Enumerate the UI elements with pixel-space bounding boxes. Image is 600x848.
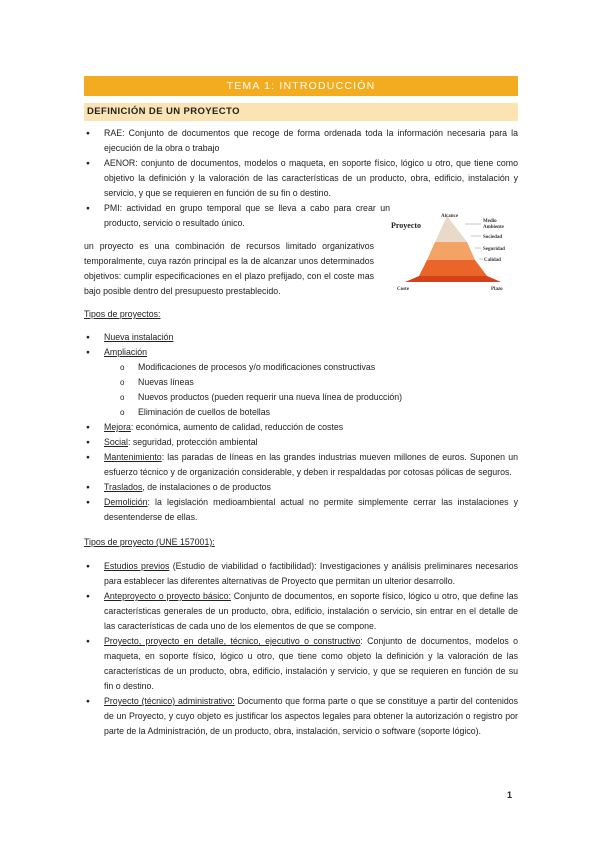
sub-item: o Nuevas líneas [84, 375, 518, 390]
chapter-title: TEMA 1: INTRODUCCIÓN [84, 76, 518, 96]
pyramid-medio: Medio [483, 219, 497, 224]
une-item [84, 589, 518, 634]
une-item [84, 694, 518, 739]
pyramid-low-layer [419, 260, 487, 276]
definition-rae: ● RAE: Conjunto de documentos que recoge de forma ordenada toda la información necesaria para la ejecución de la obra o trabajo [84, 126, 518, 156]
sub-item: o Nuevos productos (pueden requerir una nueva línea de producción) [84, 390, 518, 405]
tipo-label: Mantenimiento [104, 452, 162, 462]
pyramid-calidad: Calidad [484, 258, 501, 263]
une-label: Anteproyecto o proyecto básico: [104, 591, 231, 601]
definition-aenor: ● AENOR: conjunto de documentos, modelos o maqueta, en soporte físico, lógico u otro, que tiene como objetivo la definición y la valoración de las características de un producto, obra, edificio, instalación y servicio, y que se requieren en función de su fin o destino. [84, 156, 518, 201]
tipo-text: , de instalaciones o de productos [142, 482, 271, 492]
une-label: Estudios previos [104, 561, 170, 571]
definition-pmi: ● PMI: actividad en grupo temporal que se lleva a cabo para crear un producto, servicio o resultado único. [84, 201, 518, 231]
pyramid-graphic [391, 210, 521, 292]
une-heading: Tipos de proyecto (UNE 157001): [84, 537, 215, 547]
une-list [84, 559, 518, 739]
tipo-item [84, 480, 518, 495]
tipo-text: : la legislación medioambiental actual no permite simplemente cerrar las instalaciones y desentenderse de ellas. [104, 497, 518, 522]
une-text: (Estudio de viabilidad o factibilidad): Investigaciones y análisis preliminares necesarios para establecer las diferentes alternativas de Proyecto que permitan un ulterior desarrollo. [104, 561, 518, 586]
tipos-list [84, 330, 518, 360]
tipo-item [84, 495, 518, 525]
une-text: : Conjunto de documentos, modelos o maqueta, en soporte físico, lógico u otro, que tiene como objeto la definición y la valoración de las características de un producto, obra, edificio, instalación y servicio, y que se requieren en función de su fin o destino. [104, 636, 518, 691]
tipo-label: Traslados [104, 482, 143, 492]
une-item [84, 634, 518, 694]
pyramid-sociedad: Sociedad [483, 235, 503, 240]
page-number: 1 [507, 790, 513, 800]
sub-item: o Modificaciones de procesos y/o modificaciones constructivas [84, 360, 518, 375]
tipo-item [84, 330, 518, 345]
pyramid-top-layer [435, 216, 467, 242]
tipo-text: : seguridad, protección ambiental [127, 437, 258, 447]
tipo-label: Social [104, 437, 128, 447]
pyramid-plazo: Plazo [491, 287, 503, 292]
pyramid-base-layer [405, 276, 501, 282]
pyramid-title: Proyecto [391, 221, 422, 230]
tipo-label: Nueva instalación [104, 332, 174, 342]
une-text: Conjunto de documentos, en soporte físico, lógico u otro, que define las características generales de un producto, obra, edificio, instalación o servicio, sin entrar en el detalle de las características de cada uno de los elementos de que se compone. [104, 591, 518, 631]
tipo-label: Mejora [104, 422, 131, 432]
tipos-heading: Tipos de proyectos: [84, 309, 161, 319]
pyramid-ambiente: Ambiente [483, 225, 504, 230]
project-paragraph: un proyecto es una combinación de recursos limitado organizativos temporalmente, cuya razón principal es la de alcanzar unos determinados objetivos: cumplir especificaciones en el plazo prefijado, con el coste mas bajo posible dentro del presupuesto prestablecido. [84, 241, 374, 296]
tipo-item [84, 435, 518, 450]
pyramid-seguridad: Seguridad [483, 247, 505, 252]
page-content [84, 76, 518, 739]
tipos-list-continued [84, 420, 518, 525]
une-label: Proyecto, proyecto en detalle, técnico, ejecutivo o constructivo [104, 636, 361, 646]
sub-item: o Eliminación de cuellos de botellas [84, 405, 518, 420]
project-pyramid-figure [391, 210, 521, 292]
pyramid-alcance: Alcance [441, 214, 458, 219]
section-heading: DEFINICIÓN DE UN PROYECTO [84, 103, 518, 121]
tipo-label: Demolición [104, 497, 148, 507]
pyramid-coste: Coste [397, 287, 409, 292]
tipo-text: : las paradas de líneas en las grandes industrias mueven millones de euros. Suponen un esfuerzo técnico y de organización considerable, y deben ir respaldadas por cotosas pólicas de seguros. [104, 452, 518, 477]
une-item [84, 559, 518, 589]
une-label: Proyecto (técnico) administrativo: [104, 696, 235, 706]
tipo-label: Ampliación [104, 347, 148, 357]
tipo-text: : económica, aumento de calidad, reducción de costes [130, 422, 344, 432]
une-text: Documento que forma parte o que se constituye a partir del contenidos de un Proyecto, y cuyo objeto es justificar los aspectos legales para obtener la autorización o registro por parte de la Administración, de un producto, obra, instalación, servicio o software (soporte lógico). [104, 696, 518, 736]
pyramid-mid-layer [427, 242, 475, 260]
tipo-item [84, 345, 518, 360]
tipo-item [84, 420, 518, 435]
tipo-item [84, 450, 518, 480]
ampliacion-sublist [84, 360, 518, 420]
